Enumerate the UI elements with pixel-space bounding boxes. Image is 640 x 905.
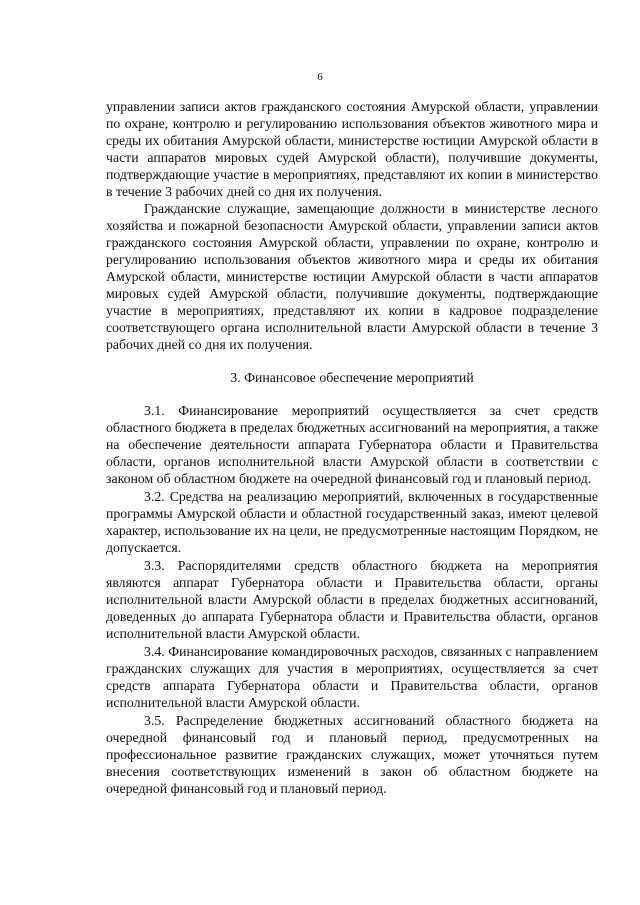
intro-continuation-paragraph: управлении записи актов гражданского состояния Амурской области, управлении по охране, контролю и регулированию использования объектов животного мира и среды их обитания Амурской области, министерстве юстиции Амурской области в части аппаратов мировых судей Амурской области), получившие документы, подтверждающие участие в мероприятиях, представляют их копии в министерство в течение 3 рабочих дней со дня их получения. (106, 99, 598, 199)
section-heading: 3. Финансовое обеспечение мероприятий (230, 370, 474, 385)
clause-3-1: 3.1. Финансирование мероприятий осуществляется за счет средств областного бюджета в пределах бюджетных ассигнований на мероприятия, а также на обеспечение деятельности аппарата Губернатора области и Правительства области, органов исполнительной власти Амурской области в соответствии с законом об областном бюджете на очередной финансовый год и плановый период. (106, 403, 598, 486)
clause-3-2: 3.2. Средства на реализацию мероприятий, включенных в государственные программы Амурской области и областной государственный заказ, имеют целевой характер, использование их на цели, не предусмотренные настоящим Порядком, не допускается. (106, 489, 598, 555)
page-number: 6 (317, 71, 323, 83)
clause-3-5: 3.5. Распределение бюджетных ассигнований областного бюджета на очередной финансовый год и плановый период, предусмотренных на профессиональное развитие гражданских служащих, может уточняться путем внесения соответствующих изменений в закон об областном бюджете на очередной финансовый год и плановый период. (106, 713, 598, 796)
document-body (106, 98, 598, 797)
clause-3-3: 3.3. Распорядителями средств областного бюджета на мероприятия являются аппарат Губернатора области и Правительства области, органы исполнительной власти Амурской области в пределах бюджетных ассигнований, доведенных до аппарата Губернатора области и Правительства области, органов исполнительной власти Амурской области. (106, 558, 598, 641)
clause-3-4: 3.4. Финансирование командировочных расходов, связанных с направлением гражданских служащих для участия в мероприятиях, осуществляется за счет средств аппарата Губернатора области и Правительства области, органов исполнительной власти Амурской области. (106, 644, 598, 710)
civil-servants-paragraph: Гражданские служащие, замещающие должности в министерстве лесного хозяйства и пожарной безопасности Амурской области, управлении записи актов гражданского состояния Амурской области, управлении по охране, контролю и регулированию использования объектов животного мира и среды их обитания Амурской области, министерстве юстиции Амурской области в части аппаратов мировых судей Амурской области, получившие документы, подтверждающие участие в мероприятиях, представляют их копии в кадровое подразделение соответствующего органа исполнительной власти Амурской области в течение 3 рабочих дней со дня их получения. (106, 201, 598, 352)
